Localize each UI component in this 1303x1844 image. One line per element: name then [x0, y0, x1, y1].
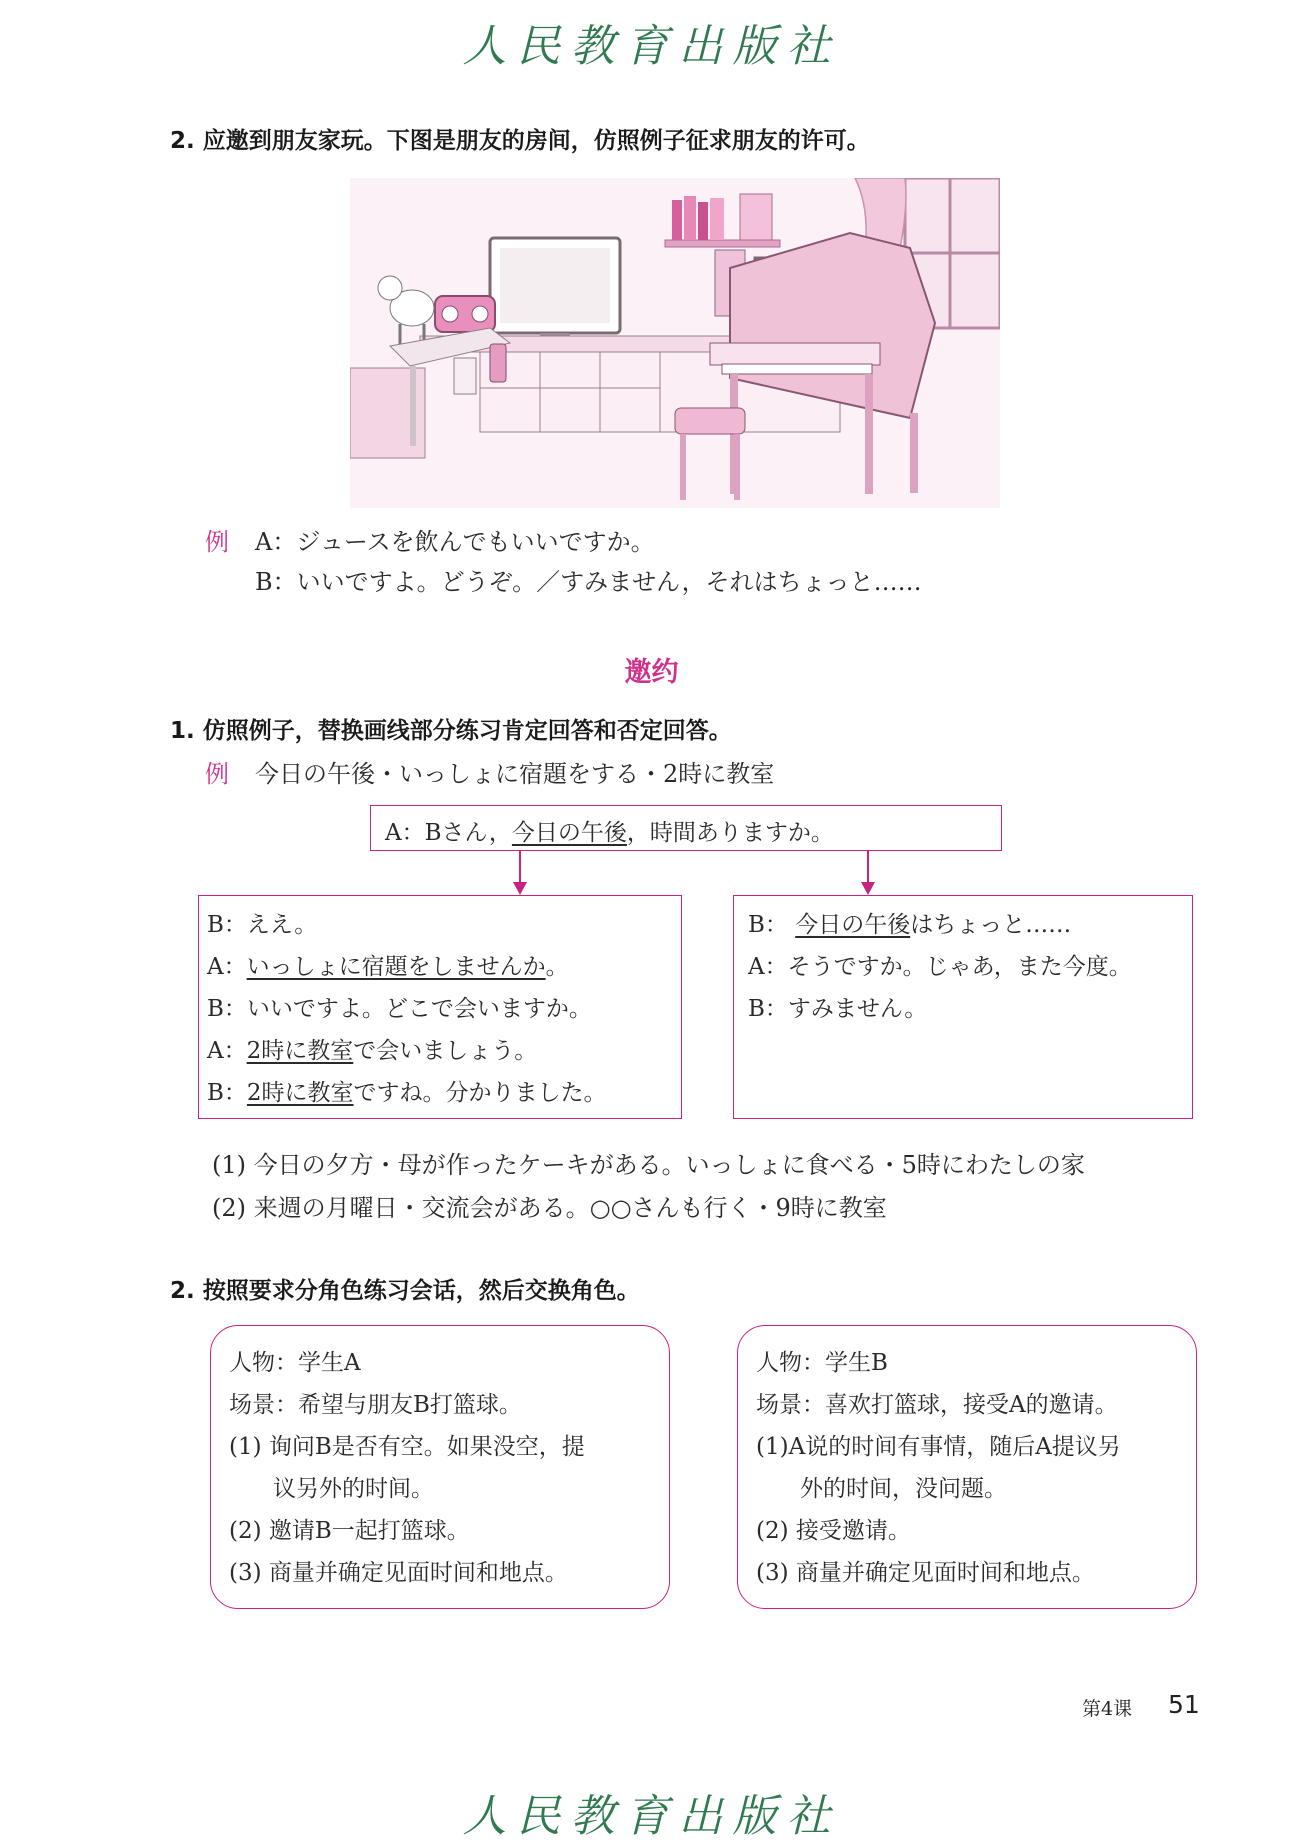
question-2b-title — [170, 1272, 640, 1305]
television — [490, 238, 620, 343]
publisher-logo-top: 人民教育出版社 — [462, 21, 841, 72]
example-mark: 例 — [205, 760, 229, 788]
dialog-underlined: 2時に教室 — [246, 1080, 354, 1106]
radio — [435, 296, 495, 332]
arrow-down-left-icon — [500, 850, 540, 900]
room-illustration — [350, 178, 1000, 508]
dialog-line: B：ええ。 — [207, 912, 318, 938]
arrow-down-right-icon — [848, 850, 888, 900]
dialog-suffix: で会いましょう。 — [353, 1038, 538, 1064]
dialog-underlined: 今日の午後 — [511, 820, 627, 846]
lesson-label: 第4课 — [1082, 1698, 1133, 1720]
dialog-suffix: はちょっと…… — [910, 912, 1072, 938]
dialog-underlined: 今日の午後 — [795, 912, 911, 938]
question-instruction: 仿照例子，替换画线部分练习肯定回答和否定回答。 — [202, 718, 732, 744]
question-2-title — [170, 122, 870, 155]
dialog-prefix: A： — [207, 1038, 247, 1064]
publisher-logo-bottom: 人民教育出版社 — [462, 1791, 841, 1842]
example-line-a: A：ジュースを飲んでもいいですか。 — [255, 528, 655, 556]
scene-line: 场景：喜欢打篮球，接受A的邀请。 — [756, 1392, 1118, 1418]
task-item-2: (2) 邀请B一起打篮球。 — [229, 1518, 470, 1544]
example-prompt: 今日の午後・いっしょに宿題をする・2時に教室 — [255, 760, 775, 788]
role-card-a — [210, 1325, 670, 1609]
scene-line: 场景：希望与朋友B打篮球。 — [229, 1392, 522, 1418]
task-item-2: (2) 接受邀请。 — [756, 1518, 911, 1544]
role-line: 人物：学生A — [229, 1350, 361, 1376]
task-item-1: (1)A说的时间有事情，随后A提议另 — [756, 1434, 1121, 1460]
question-number: 2. — [170, 1278, 195, 1304]
dialog-box-question — [370, 805, 1002, 851]
task-item-3: (3) 商量并确定见面时间和地点。 — [229, 1560, 568, 1586]
question-number: 2. — [170, 128, 195, 154]
dialog-prefix: B： — [207, 1080, 247, 1106]
dialog-prefix: B： — [748, 912, 796, 938]
page-number: 51 — [1168, 1690, 1200, 1719]
dialog-line — [207, 1074, 607, 1107]
question-instruction: 应邀到朋友家玩。下图是朋友的房间，仿照例子征求朋友的许可。 — [202, 128, 870, 154]
section-title-invite: 邀约 — [624, 657, 679, 688]
dialog-prefix: A：Bさん， — [385, 820, 512, 846]
dialog-box-negative — [733, 895, 1193, 1119]
example-line-b: B：いいですよ。どうぞ。／すみません，それはちょっと…… — [255, 568, 922, 596]
task-item-3: (3) 商量并确定见面时间和地点。 — [756, 1560, 1095, 1586]
dialog-line: A：そうですか。じゃあ，また今度。 — [748, 954, 1132, 980]
question-instruction: 按照要求分角色练习会话，然后交换角色。 — [202, 1278, 640, 1304]
dialog-line — [207, 1032, 537, 1065]
role-card-b — [737, 1325, 1197, 1609]
drill-item-2: (2) 来週の月曜日・交流会がある。○○さんも行く・9時に教室 — [212, 1194, 887, 1222]
drill-item-1: (1) 今日の夕方・母が作ったケーキがある。いっしょに食べる・5時にわたしの家 — [212, 1151, 1085, 1179]
dialog-prefix: A： — [207, 954, 247, 980]
dialog-box-positive — [198, 895, 682, 1119]
question-1-title — [170, 712, 732, 745]
dialog-underlined: 2時に教室 — [246, 1038, 354, 1064]
dialog-line — [207, 948, 569, 981]
dialog-suffix: ですね。分かりました。 — [353, 1080, 607, 1106]
role-line: 人物：学生B — [756, 1350, 888, 1376]
dialog-suffix: ，時間ありますか。 — [626, 820, 834, 846]
task-item-1-cont: 议另外的时间。 — [273, 1476, 434, 1502]
dialog-line — [748, 906, 1071, 939]
question-number: 1. — [170, 718, 195, 744]
dialog-line: B：いいですよ。どこで会いますか。 — [207, 996, 592, 1022]
dialog-line — [385, 814, 834, 847]
dialog-suffix: 。 — [545, 954, 569, 980]
example-mark: 例 — [205, 528, 229, 556]
dialog-underlined: いっしょに宿題をしませんか — [246, 954, 546, 980]
task-item-1: (1) 询问B是否有空。如果没空，提 — [229, 1434, 585, 1460]
task-item-1-cont: 外的时间，没问题。 — [800, 1476, 1007, 1502]
dialog-line: B：すみません。 — [748, 996, 928, 1022]
